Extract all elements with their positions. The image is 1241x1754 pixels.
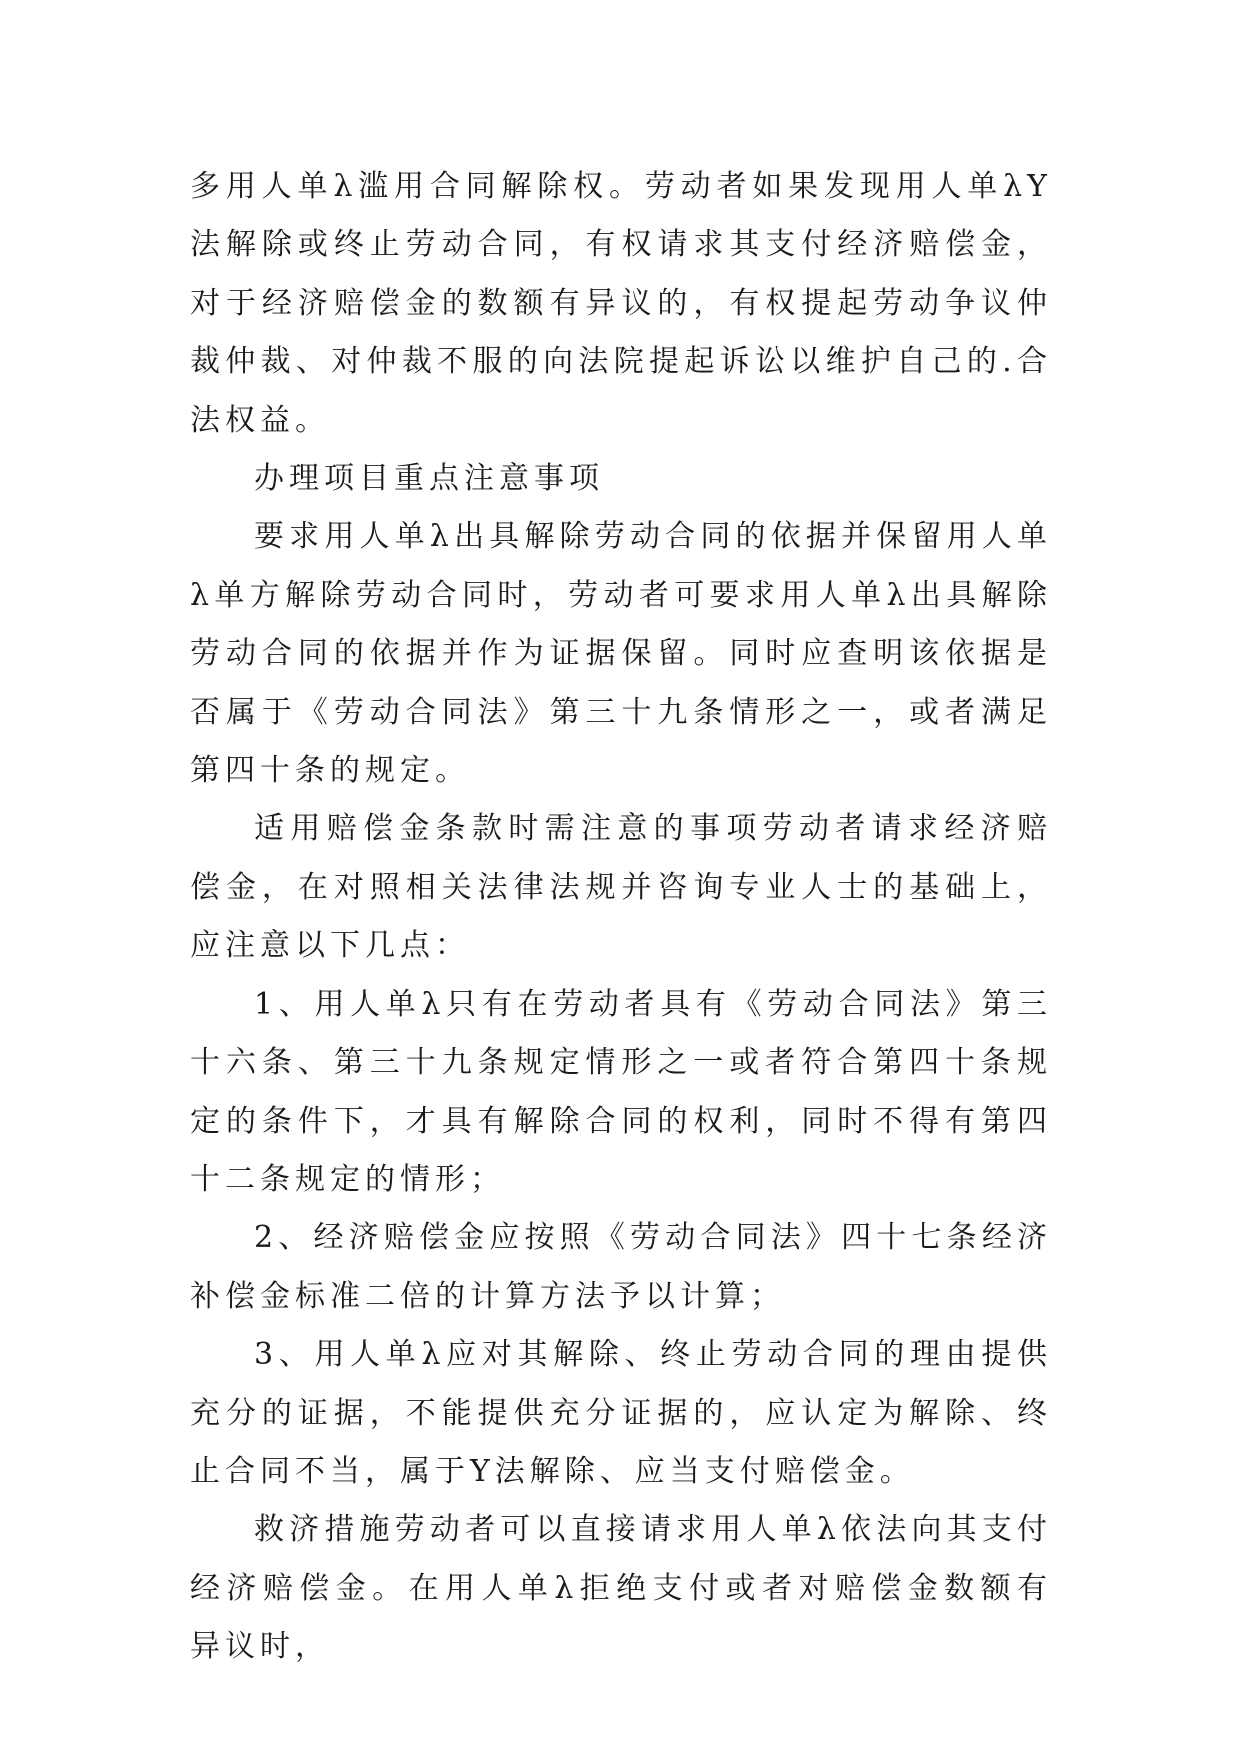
paragraph-1: 多用人单λ滥用合同解除权。劳动者如果发现用人单λY法解除或终止劳动合同，有权请求其支付经济赔偿金，对于经济赔偿金的数额有异议的，有权提起劳动争议仲裁仲裁、对仲裁不服的向法院提起诉讼以维护自己的.合法权益。 bbox=[190, 169, 1052, 438]
paragraph-8: 救济措施劳动者可以直接请求用人单λ依法向其支付经济赔偿金。在用人单λ拒绝支付或者对赔偿金数额有异议时， bbox=[190, 1512, 1052, 1665]
document-body bbox=[190, 158, 1052, 1677]
paragraph-4: 适用赔偿金条款时需注意的事项劳动者请求经济赔偿金，在对照相关法律法规并咨询专业人士的基础上，应注意以下几点： bbox=[190, 811, 1052, 964]
paragraph-5: 1、用人单λ只有在劳动者具有《劳动合同法》第三十六条、第三十九条规定情形之一或者符合第四十条规定的条件下，才具有解除合同的权利，同时不得有第四十二条规定的情形； bbox=[190, 986, 1052, 1197]
paragraph-7: 3、用人单λ应对其解除、终止劳动合同的理由提供充分的证据，不能提供充分证据的，应认定为解除、终止合同不当，属于Y法解除、应当支付赔偿金。 bbox=[190, 1337, 1052, 1489]
paragraph-heading: 办理项目重点注意事项 bbox=[254, 461, 604, 497]
paragraph-6: 2、经济赔偿金应按照《劳动合同法》四十七条经济补偿金标准二倍的计算方法予以计算； bbox=[190, 1220, 1052, 1314]
paragraph-3: 要求用人单λ出具解除劳动合同的依据并保留用人单λ单方解除劳动合同时，劳动者可要求用人单λ出具解除劳动合同的依据并作为证据保留。同时应查明该依据是否属于《劳动合同法》第三十九条情形之一，或者满足第四十条的规定。 bbox=[190, 519, 1052, 789]
